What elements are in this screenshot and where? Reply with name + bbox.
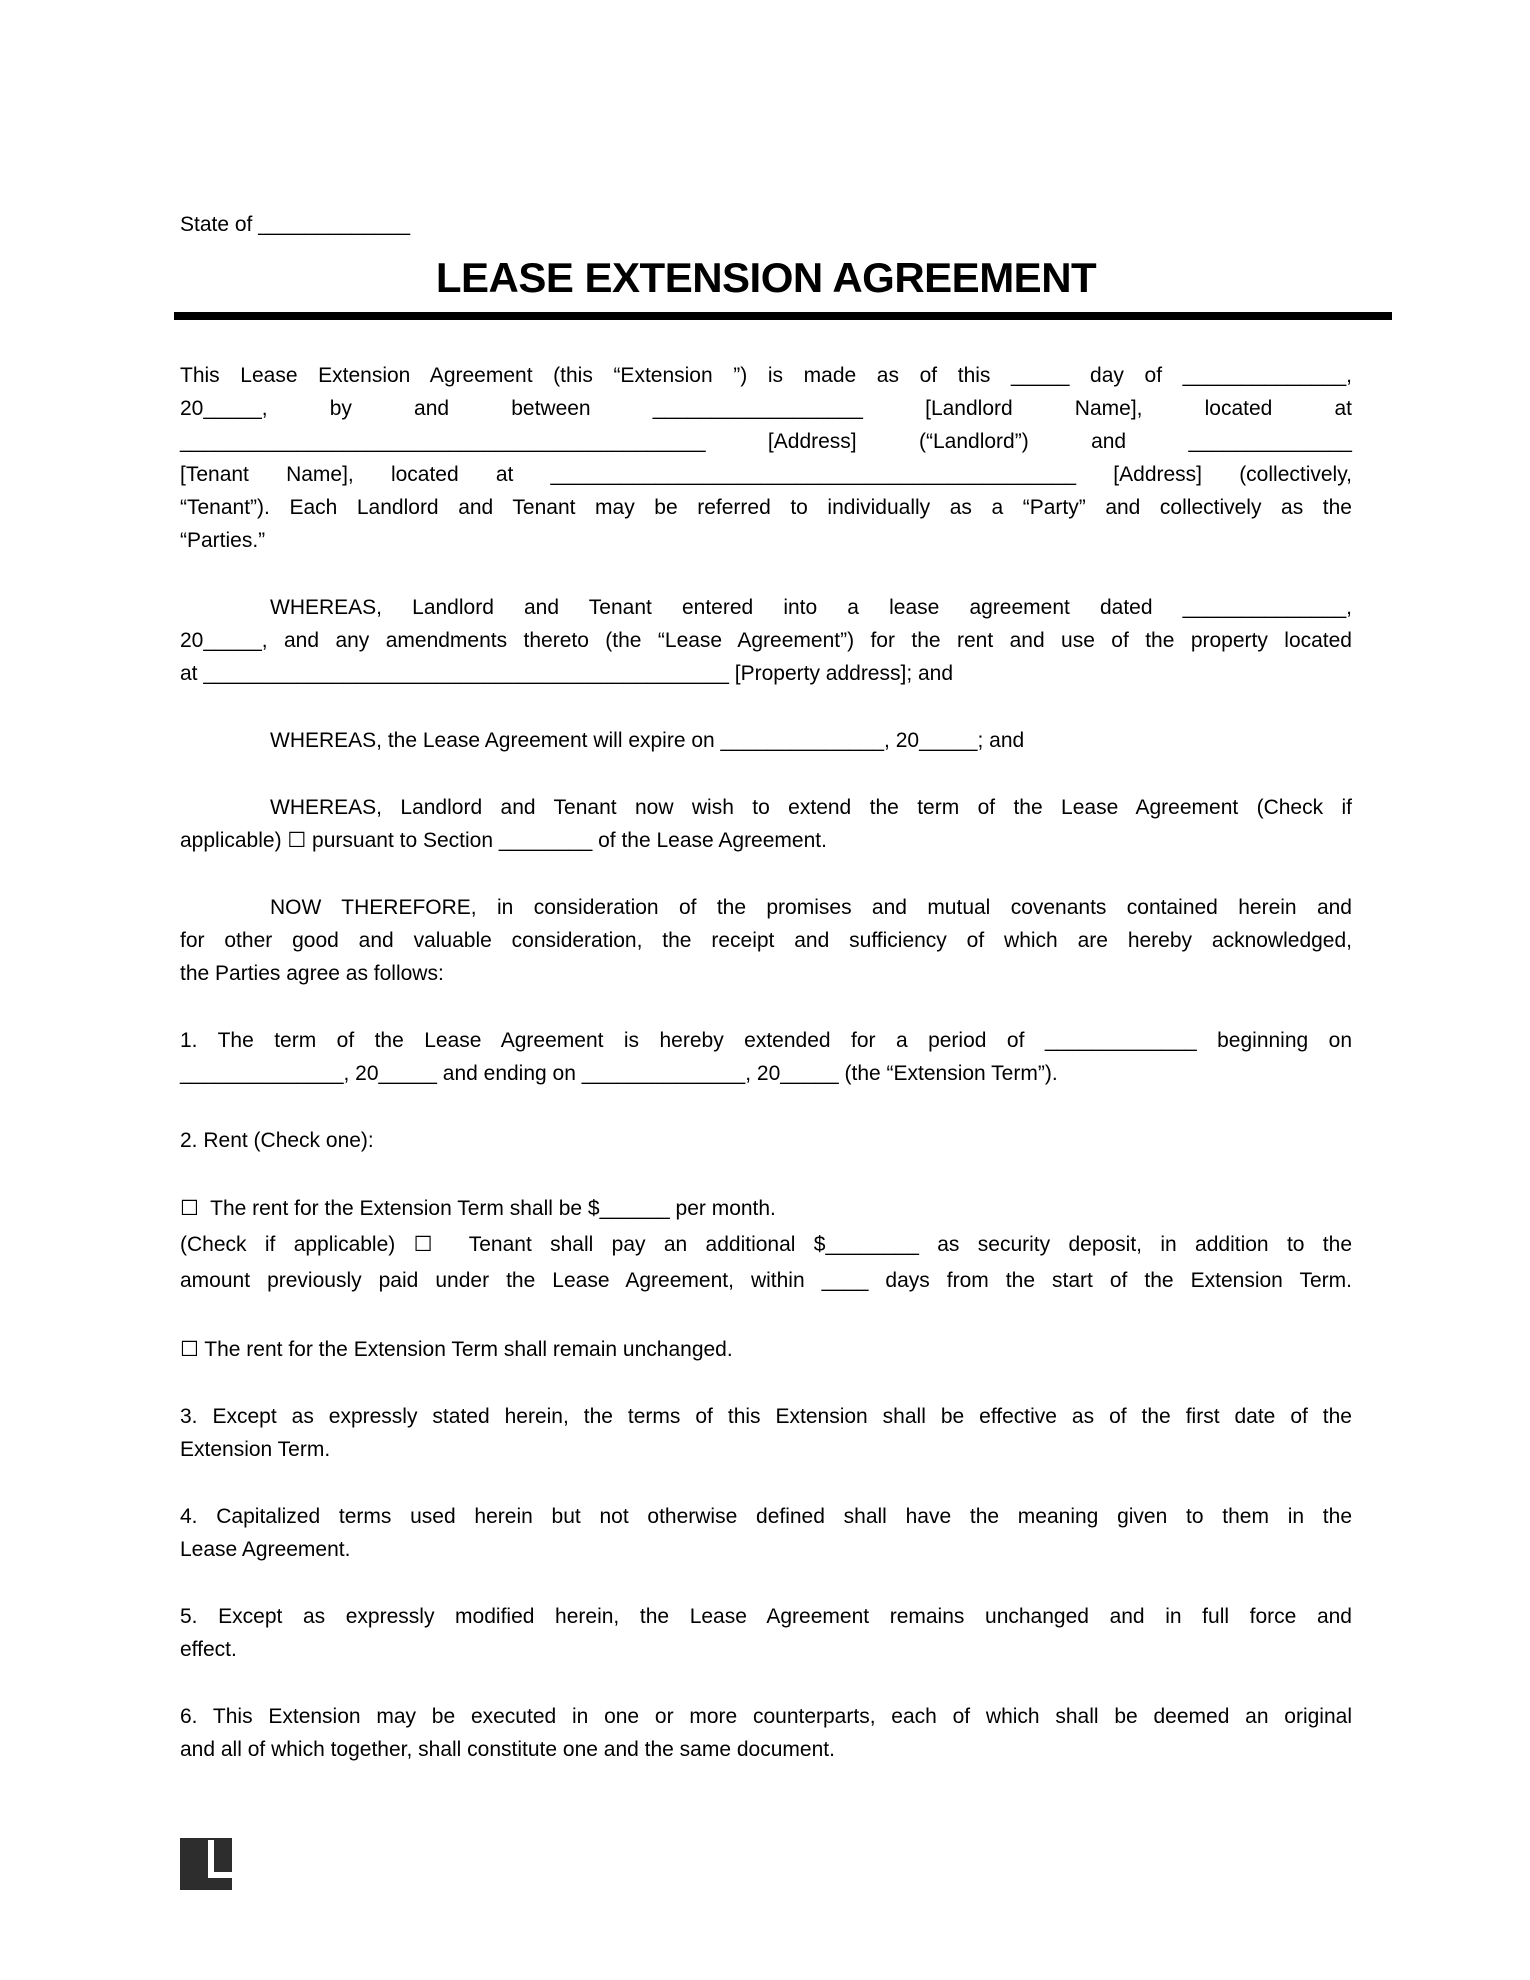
paragraph-intro-line: [Tenant Name], located at _____________________________________________ [Address] (collectively, [180,463,1352,486]
paragraph-section-4-capitalized-terms-line: Lease Agreement. [180,1538,351,1561]
paragraph-whereas-expiration [180,724,1352,757]
paragraph-section-6-counterparts-line: 6. This Extension may be executed in one or more counterparts, each of which shall be deemed an original [180,1705,1352,1728]
paragraph-section-6-counterparts [180,1700,1352,1766]
paragraph-whereas-extend-line: applicable) ☐ pursuant to Section ________ of the Lease Agreement. [180,829,827,852]
paragraph-whereas-lease-agreement-line: WHEREAS, Landlord and Tenant entered into a lease agreement dated ______________, [270,596,1352,619]
document-body [180,359,1352,1766]
paragraph-intro-line: 20_____, by and between __________________ [Landlord Name], located at [180,397,1352,420]
paragraph-rent-option-unchanged [180,1333,1352,1366]
paragraph-section-1-term-line: ______________, 20_____ and ending on ______________, 20_____ (the “Extension Term”). [180,1062,1058,1085]
paragraph-rent-option-new-amount [180,1191,1352,1299]
paragraph-section-3-effective-date-line: Extension Term. [180,1438,331,1461]
paragraph-whereas-extend-line: WHEREAS, Landlord and Tenant now wish to extend the term of the Lease Agreement (Check if [270,796,1352,819]
paragraph-section-2-rent-line: 2. Rent (Check one): [180,1129,374,1152]
paragraph-rent-option-unchanged-line: ☐ The rent for the Extension Term shall remain unchanged. [180,1338,733,1361]
paragraph-section-3-effective-date [180,1400,1352,1466]
paragraph-section-1-term [180,1024,1352,1090]
paragraph-intro-line: _____________________________________________ [Address] (“Landlord”) and ______________ [180,430,1352,453]
paragraph-section-2-rent [180,1124,1352,1157]
document-content [180,0,1352,1800]
document-title: LEASE EXTENSION AGREEMENT [435,254,1097,301]
paragraph-intro-line: “Parties.” [180,529,266,552]
paragraph-section-4-capitalized-terms-line: 4. Capitalized terms used herein but not otherwise defined shall have the meaning given to them in the [180,1505,1352,1528]
paragraph-intro-line: This Lease Extension Agreement (this “Extension ”) is made as of this _____ day of ______________, [180,364,1352,387]
paragraph-rent-option-new-amount-line: amount previously paid under the Lease Agreement, within ____ days from the start of the Extension Term. [180,1269,1352,1292]
paragraph-section-5-full-force-line: 5. Except as expressly modified herein, the Lease Agreement remains unchanged and in full force and [180,1605,1352,1628]
paragraph-intro-line: “Tenant”). Each Landlord and Tenant may be referred to individually as a “Party” and collectively as the [180,496,1352,519]
paragraph-now-therefore [180,891,1352,990]
paragraph-section-5-full-force-line: effect. [180,1638,237,1661]
paragraph-section-3-effective-date-line: 3. Except as expressly stated herein, the terms of this Extension shall be effective as of the first date of the [180,1405,1352,1428]
paragraph-section-6-counterparts-line: and all of which together, shall constitute one and the same document. [180,1738,835,1761]
logo-l-horizontal-stroke [208,1872,232,1878]
paragraph-rent-option-new-amount-line: (Check if applicable) ☐ Tenant shall pay an additional $________ as security deposit, in addition to the [180,1233,1352,1256]
paragraph-whereas-lease-agreement [180,591,1352,690]
paragraph-whereas-lease-agreement-line: at _____________________________________________ [Property address]; and [180,662,954,685]
paragraph-whereas-lease-agreement-line: 20_____, and any amendments thereto (the “Lease Agreement”) for the rent and use of the property located [180,629,1352,652]
paragraph-section-4-capitalized-terms [180,1500,1352,1566]
legal-templates-logo-icon [180,1838,232,1890]
paragraph-rent-option-new-amount-line: ☐ The rent for the Extension Term shall be $______ per month. [180,1197,776,1220]
paragraph-section-1-term-line: 1. The term of the Lease Agreement is hereby extended for a period of _____________ beginning on [180,1029,1352,1052]
paragraph-section-5-full-force [180,1600,1352,1666]
paragraph-now-therefore-line: for other good and valuable consideration, the receipt and sufficiency of which are hereby acknowledged, [180,929,1352,952]
paragraph-whereas-extend [180,791,1352,857]
title-rule [174,312,1392,320]
paragraph-intro [180,359,1352,557]
paragraph-now-therefore-line: the Parties agree as follows: [180,962,444,985]
paragraph-whereas-expiration-line: WHEREAS, the Lease Agreement will expire on ______________, 20_____; and [270,729,1025,752]
paragraph-now-therefore-line: NOW THEREFORE, in consideration of the promises and mutual covenants contained herein and [270,896,1352,919]
state-of-line: State of _____________ [180,213,411,236]
